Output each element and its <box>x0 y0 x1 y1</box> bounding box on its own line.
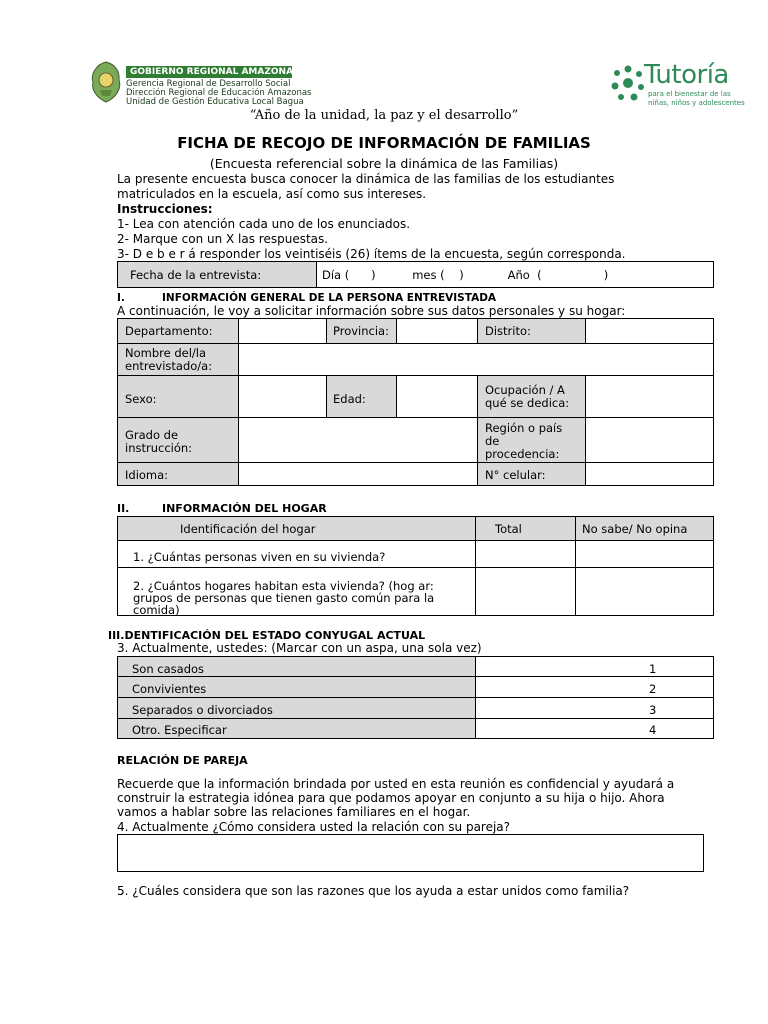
edad-field[interactable] <box>397 376 478 418</box>
provincia-field[interactable] <box>397 319 478 344</box>
tutoria-tagline-2: niñas, niños y adolescentes <box>648 99 745 107</box>
relacion-q5: 5. ¿Cuáles considera que son las razones que los ayuda a estar unidos como familia? <box>117 884 630 898</box>
household-col-id: Identificación del hogar <box>180 522 316 536</box>
marital-option-2-code: 2 <box>649 682 657 696</box>
relacion-paragraph-1: Recuerde que la información brindada por usted en esta reunión es confidencial y ayudará a <box>117 777 675 791</box>
marital-option-1-cell[interactable] <box>118 657 476 677</box>
nombre-label-1: Nombre del/la <box>125 346 207 360</box>
departamento-label: Departamento: <box>125 324 213 338</box>
section3-q3: 3. Actualmente, ustedes: (Marcar con un aspa, una sola vez) <box>117 641 482 655</box>
interview-date-label: Fecha de la entrevista: <box>130 268 262 282</box>
marital-option-3-code-cell[interactable] <box>476 698 713 719</box>
intro-line-1: La presente encuesta busca conocer la dinámica de las familias de los estudiantes <box>117 172 615 186</box>
section2-number: II. <box>117 502 130 515</box>
instruction-2: 2- Marque con un X las respuestas. <box>117 232 329 246</box>
nombre-label-2: entrevistado/a: <box>125 359 213 373</box>
relacion-paragraph-3: vamos a hablar sobre las relaciones familiares en el hogar. <box>117 805 471 819</box>
household-col-id-cell <box>118 517 476 541</box>
edad-label-cell <box>327 376 397 418</box>
departamento-field[interactable] <box>239 319 327 344</box>
motto: “Año de la unidad, la paz y el desarrollo” <box>249 108 519 123</box>
region-label-2: de <box>485 434 500 448</box>
marital-option-3-code: 3 <box>649 703 657 717</box>
marital-option-2-code-cell[interactable] <box>476 677 713 698</box>
household-q2-cell <box>118 568 476 615</box>
marital-status-table <box>117 656 714 739</box>
ocupacion-label-2: qué se dedica: <box>485 396 570 410</box>
region-field[interactable] <box>586 418 713 463</box>
grado-label-cell <box>118 418 239 463</box>
nombre-label-cell <box>118 344 239 376</box>
gov-line-2: Dirección Regional de Educación Amazonas <box>126 88 312 98</box>
tutoria-wordmark: Tutoría <box>644 60 729 90</box>
household-q1-cell <box>118 541 476 568</box>
section3-heading: III.DENTIFICACIÓN DEL ESTADO CONYUGAL ACTUAL <box>108 629 426 642</box>
household-col-total-cell <box>476 517 576 541</box>
idioma-label: Idioma: <box>125 468 169 482</box>
departamento-label-cell <box>118 319 239 344</box>
grado-field[interactable] <box>239 418 478 463</box>
household-col-nosabe: No sabe/ No opina <box>582 522 688 536</box>
interview-date-label-cell <box>118 262 317 287</box>
marital-option-4-cell[interactable] <box>118 719 476 738</box>
celular-label-cell <box>478 463 586 485</box>
section1-heading: INFORMACIÓN GENERAL DE LA PERSONA ENTREVISTADA <box>162 292 497 304</box>
celular-label: N° celular: <box>485 468 546 482</box>
gov-banner: GOBIERNO REGIONAL AMAZONAS <box>126 66 292 78</box>
marital-option-4-code: 4 <box>649 723 657 737</box>
grado-label-1: Grado de <box>125 428 179 442</box>
grado-label-2: instrucción: <box>125 441 193 455</box>
section2-heading: INFORMACIÓN DEL HOGAR <box>162 502 327 515</box>
tutoria-dots-logo <box>610 62 646 104</box>
household-q2-line-3: comida) <box>133 603 180 617</box>
household-col-nosabe-cell <box>576 517 713 541</box>
distrito-field[interactable] <box>586 319 713 344</box>
marital-option-2-cell[interactable] <box>118 677 476 698</box>
distrito-label: Distrito: <box>485 324 531 338</box>
household-q2-line-1: 2. ¿Cuántos hogares habitan esta vivienda? (hog ar: <box>133 579 434 593</box>
marital-option-3-label: Separados o divorciados <box>132 703 273 717</box>
gov-line-3: Unidad de Gestión Educativa Local Bagua <box>126 97 304 107</box>
relacion-heading: RELACIÓN DE PAREJA <box>117 754 248 767</box>
sexo-field[interactable] <box>239 376 327 418</box>
section1-lead: A continuación, le voy a solicitar información sobre sus datos personales y su hogar: <box>117 304 626 318</box>
interview-date-field[interactable] <box>317 262 713 287</box>
nombre-field[interactable] <box>239 344 713 376</box>
provincia-label: Provincia: <box>333 324 389 338</box>
relacion-paragraph-2: construir la estrategia idónea para que podamos apoyar en conjunto a su hija o hijo. Ahora <box>117 791 665 805</box>
marital-option-3-cell[interactable] <box>118 698 476 719</box>
household-q2-line-2: grupos de personas que tienen gasto común para la <box>133 591 435 605</box>
page-title: FICHA DE RECOJO DE INFORMACIÓN DE FAMILIAS <box>177 134 591 152</box>
regional-seal-logo <box>88 60 124 104</box>
interview-date-value: Día ( ) mes ( ) Año ( ) <box>322 268 609 282</box>
instructions-title: Instrucciones: <box>117 202 213 216</box>
marital-option-2-label: Convivientes <box>132 682 207 696</box>
edad-label: Edad: <box>333 392 366 406</box>
section1-number: I. <box>117 292 125 304</box>
region-label-3: procedencia: <box>485 447 560 461</box>
relacion-q4-answer-box[interactable] <box>117 834 704 872</box>
instruction-1: 1- Lea con atención cada uno de los enunciados. <box>117 217 411 231</box>
household-q1: 1. ¿Cuántas personas viven en su vivienda? <box>133 550 386 564</box>
intro-line-2: matriculados en la escuela, así como sus intereses. <box>117 187 427 201</box>
household-col-total: Total <box>495 522 522 536</box>
marital-option-1-code: 1 <box>649 662 657 676</box>
ocupacion-field[interactable] <box>586 376 713 418</box>
personal-data-table <box>117 318 714 486</box>
ocupacion-label-1: Ocupación / A <box>485 383 565 397</box>
idioma-field[interactable] <box>239 463 478 485</box>
household-table <box>117 516 714 616</box>
provincia-label-cell <box>327 319 397 344</box>
household-q2-total-field[interactable] <box>476 568 576 615</box>
gov-line-1: Gerencia Regional de Desarrollo Social <box>126 79 291 89</box>
relacion-q4: 4. Actualmente ¿Cómo considera usted la relación con su pareja? <box>117 820 511 834</box>
sexo-label: Sexo: <box>125 392 157 406</box>
ocupacion-label-cell <box>478 376 586 418</box>
celular-field[interactable] <box>586 463 713 485</box>
region-label-1: Región o país <box>485 421 563 435</box>
interview-date-table <box>117 261 714 288</box>
marital-option-4-code-cell[interactable] <box>476 719 713 738</box>
tutoria-tagline-1: para el bienestar de las <box>648 90 731 98</box>
sexo-label-cell <box>118 376 239 418</box>
distrito-label-cell <box>478 319 586 344</box>
household-q2-nosabe-field[interactable] <box>576 568 713 615</box>
marital-option-1-code-cell[interactable] <box>476 657 713 677</box>
instruction-3: 3- D e b e r á responder los veintiséis (26) ítems de la encuesta, según corresponda. <box>117 247 626 261</box>
marital-option-4-label: Otro. Especificar <box>132 723 227 737</box>
idioma-label-cell <box>118 463 239 485</box>
marital-option-1-label: Son casados <box>132 662 205 676</box>
region-label-cell <box>478 418 586 463</box>
household-q1-total-field[interactable] <box>476 541 576 568</box>
household-q1-nosabe-field[interactable] <box>576 541 713 568</box>
page-subtitle: (Encuesta referencial sobre la dinámica de las Familias) <box>209 156 559 171</box>
